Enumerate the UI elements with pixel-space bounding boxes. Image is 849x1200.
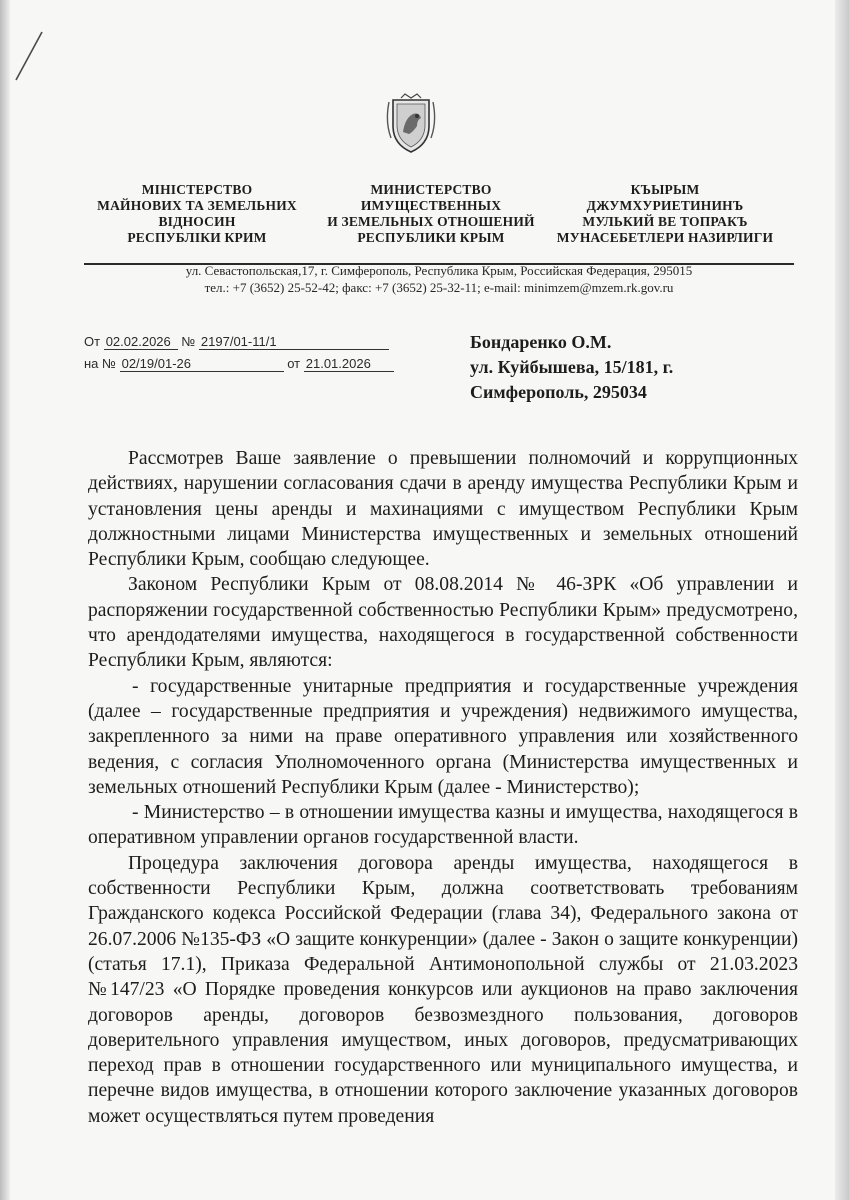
ministry-ru-line: ИМУЩЕСТВЕННЫХ: [360, 198, 502, 213]
from-label: От: [84, 334, 101, 349]
letter-body: [88, 446, 798, 1129]
ministry-address: ул. Севастопольская,17, г. Симферополь, Республика Крым, Российская Федерация, 295015: [185, 263, 693, 278]
body-list-item: - Министерство – в отношении имущества казны и имущества, находящегося в оперативном управлении органов государственной власти.: [88, 802, 798, 849]
ministry-ct-line: МУНАСЕБЕТЛЕРИ НАЗИРЛИГИ: [556, 230, 774, 245]
ministry-ua-line: МІНІСТЕРСТВО: [141, 182, 253, 197]
ministry-ct-line: ДЖУМХУРИЕТИНИНЪ: [586, 198, 744, 213]
outgoing-number: 2197/01-11/1: [199, 334, 389, 350]
date-label: от: [287, 356, 301, 371]
to-number-label: на №: [84, 356, 116, 371]
recipient-block: [470, 330, 673, 405]
ministry-ua-line: МАЙНОВИХ ТА ЗЕМЕЛЬНИХ: [97, 198, 297, 213]
recipient-address-line: Симферополь, 295034: [470, 382, 647, 402]
recipient-address-line: ул. Куйбышева, 15/181, г.: [470, 357, 674, 377]
ministry-name-crimean-tatar: [545, 182, 785, 246]
body-list-item: - государственные унитарные предприятия и государственные учреждения (далее – государственные предприятия и учреждения) недвижимого имущества, закрепленного за ними на праве оперативного управления или хозяйственного ведения, с согласия Уполномоченного органа (Министерства имущественных и земельных отношений Республики Крым (далее - Министерство);: [88, 675, 798, 798]
ministry-ua-line: РЕСПУБЛІКИ КРИМ: [127, 230, 267, 245]
recipient-name: Бондаренко О.М.: [470, 332, 612, 352]
incoming-date: 21.01.2026: [304, 356, 394, 372]
pen-stroke-mark: [12, 28, 46, 84]
ministry-ua-line: ВІДНОСИН: [158, 214, 236, 229]
ministry-contacts: тел.: +7 (3652) 25-52-42; факс: +7 (3652) 25-32-11; e-mail: minimzem@mzem.rk.gov.ru: [204, 280, 674, 295]
outgoing-reference: [84, 334, 389, 350]
body-paragraph: Законом Республики Крым от 08.08.2014 № 46-ЗРК «Об управлении и распоряжении государственной собственностью Республики Крым» предусмотрено, что арендодателями имущества, находящегося в государственной собственности Республики Крым, являются:: [88, 574, 798, 672]
ministry-ct-line: МУЛЬКИЙ ВЕ ТОПРАКЪ: [582, 214, 748, 229]
incoming-number: 02/19/01-26: [120, 356, 284, 372]
incoming-reference: [84, 356, 394, 372]
ministry-ru-line: РЕСПУБЛИКИ КРЫМ: [357, 230, 505, 245]
ministry-name-ukrainian: [82, 182, 312, 246]
number-label: №: [181, 334, 196, 349]
ministry-ru-line: МИНИСТЕРСТВО: [370, 182, 492, 197]
body-paragraph: Процедура заключения договора аренды имущества, находящегося в собственности Республики Крым, должна соответствовать требованиям Гражданского кодекса Российской Федерации (глава 34), Федерального закона от 26.07.2006 №135-ФЗ «О защите конкуренции» (далее - Закон о защите конкуренции) (статья 17.1), Приказа Федеральной Антимонопольной службы от 21.03.2023 №147/23 «О Порядке проведения конкурсов или аукционов на право заключения договоров аренды, договоров безвозмездного пользования, договоров доверительного управления имуществом, иных договоров, предусматривающих переход прав в отношении государственного или муниципального имущества, и перечне видов имущества, в отношении которого заключение указанных договоров может осуществляться путем проведения: [88, 852, 798, 1127]
ministry-ru-line: И ЗЕМЕЛЬНЫХ ОТНОШЕНИЙ: [327, 214, 535, 229]
ministry-ct-line: КЪЫРЫМ: [630, 182, 700, 197]
ministry-name-russian: [300, 182, 562, 246]
outgoing-date: 02.02.2026: [104, 334, 178, 350]
body-paragraph: Рассмотрев Ваше заявление о превышении полномочий и коррупционных действиях, нарушении согласования сдачи в аренду имущества Республики Крым и установления цены аренды и махинациями с имуществом Республики Крым должностными лицами Министерства имущественных и земельных отношений Республики Крым, сообщаю следующее.: [88, 448, 798, 571]
crimea-coat-of-arms-icon: [383, 92, 439, 156]
